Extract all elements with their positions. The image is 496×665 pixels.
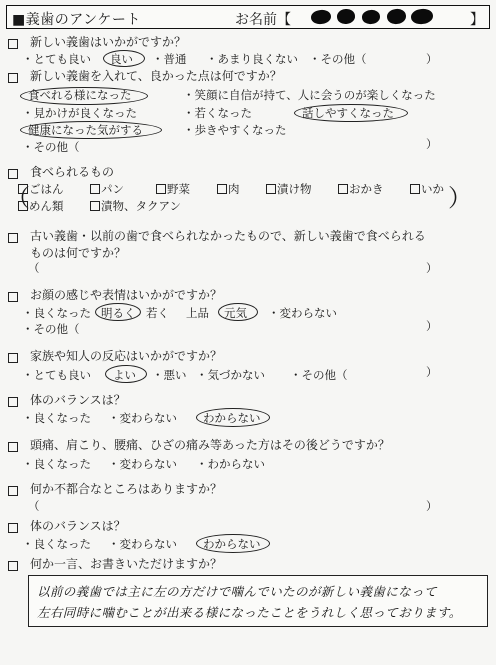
q1-option: ・その他（ <box>309 52 367 66</box>
q2-answer: ・笑顔に自信が持て、人に会うのが楽しくなった <box>183 88 436 102</box>
q10-checkbox[interactable] <box>8 523 18 533</box>
q2-answer: ・歩きやすくなった <box>183 123 287 137</box>
q9-bracket-close: ） <box>426 499 438 513</box>
food-option[interactable]: いか <box>410 183 444 196</box>
q4-bracket-close: ） <box>426 261 438 275</box>
q6-bracket-close: ） <box>426 365 438 379</box>
comment-line-1: 以前の義歯では主に左の方だけで噛んでいたのが新しい義歯になって <box>37 584 437 599</box>
q5-option: ・その他（ <box>22 322 80 336</box>
q7-question: 体のバランスは？ <box>30 393 126 407</box>
q10-option: わからない <box>203 537 261 551</box>
q5-bracket-close: ） <box>426 319 438 333</box>
q11-checkbox[interactable] <box>8 561 18 571</box>
food-checkbox[interactable] <box>338 184 348 194</box>
comment-box[interactable] <box>28 575 488 627</box>
q7-option: ・良くなった <box>22 411 91 425</box>
q5-option: 上品 <box>186 306 209 320</box>
food-checkbox[interactable] <box>90 184 100 194</box>
q2-answer: 健康になった気がする <box>28 123 143 137</box>
q2-answer: ・見かけが良くなった <box>22 106 137 120</box>
food-option[interactable]: おかき <box>338 183 384 196</box>
q3-paren-open: （ <box>6 184 30 212</box>
comment-line-2: 左右同時に噛むことが出来る様になったことをうれしく思っております。 <box>37 605 462 620</box>
q3-paren-close: ） <box>448 184 472 212</box>
q4-question-cont: ものは何ですか？ <box>30 246 127 260</box>
q1-option: ・あまり良くない <box>206 52 298 66</box>
q6-option: ・気づかない <box>196 368 265 382</box>
q8-option: ・変わらない <box>108 457 177 471</box>
q5-option: 若く <box>146 306 169 320</box>
food-checkbox[interactable] <box>18 201 28 211</box>
q1-option: ・普通 <box>152 52 187 66</box>
q6-option: ・とても良い <box>22 368 91 382</box>
q2-answer: ・若くなった <box>183 106 252 120</box>
q9-question: 何か不都合なところはありますか？ <box>30 482 223 496</box>
q2-answer: 食べれる様になった <box>28 88 132 102</box>
q5-option: 元気 <box>224 306 247 320</box>
q3-checkbox[interactable] <box>8 169 18 179</box>
q11-question: 何か一言、お書きいただけますか？ <box>30 557 223 571</box>
header-bar <box>6 5 490 29</box>
q10-option: ・良くなった <box>22 537 91 551</box>
q4-checkbox[interactable] <box>8 233 18 243</box>
name-redaction <box>336 8 355 25</box>
q6-option: よい <box>113 368 136 382</box>
food-option[interactable]: めん類 <box>18 200 64 213</box>
food-option[interactable]: 漬物、タクアン <box>90 200 181 213</box>
name-bracket-close: 】 <box>470 12 484 28</box>
food-option[interactable]: パン <box>90 183 124 196</box>
q1-option: 良い <box>110 52 133 66</box>
q5-question: お顔の感じや表情はいかがですか？ <box>30 288 223 302</box>
q10-option: ・変わらない <box>108 537 177 551</box>
q1-checkbox[interactable] <box>8 39 18 49</box>
q3-question: 食べられるもの <box>30 165 115 179</box>
q5-option: ・変わらない <box>268 306 337 320</box>
name-label: お名前【 <box>235 12 291 28</box>
food-checkbox[interactable] <box>18 184 28 194</box>
food-option[interactable]: 漬け物 <box>266 183 312 196</box>
food-option[interactable]: 肉 <box>217 183 240 196</box>
food-option[interactable]: ごはん <box>18 183 64 196</box>
q9-bracket-open: （ <box>28 499 40 513</box>
q2-question: 新しい義歯を入れて、良かった点は何ですか？ <box>30 69 282 83</box>
food-checkbox[interactable] <box>90 201 100 211</box>
food-option[interactable]: 野菜 <box>156 183 190 196</box>
food-checkbox[interactable] <box>266 184 276 194</box>
q7-option: わからない <box>203 411 261 425</box>
food-checkbox[interactable] <box>217 184 227 194</box>
food-checkbox[interactable] <box>156 184 166 194</box>
q8-checkbox[interactable] <box>8 442 18 452</box>
q9-checkbox[interactable] <box>8 486 18 496</box>
q2-answer: 話しやすくなった <box>302 106 394 120</box>
q2-answer: ・その他（ <box>22 140 80 154</box>
q6-checkbox[interactable] <box>8 353 18 363</box>
q4-bracket-open: （ <box>28 261 40 275</box>
q1-bracket-close: ） <box>426 52 438 66</box>
q8-question: 頭痛、肩こり、腰痛、ひざの痛み等あった方はその後どうですか？ <box>30 438 390 452</box>
name-redaction <box>361 9 380 25</box>
q2-bracket-close: ） <box>426 137 438 151</box>
name-redaction <box>310 9 331 25</box>
q4-question: 古い義歯・以前の歯で食べられなかったもので、新しい義歯で食べられる <box>30 229 426 243</box>
q5-option: ・良くなった <box>22 306 91 320</box>
q1-question: 新しい義歯はいかがですか？ <box>30 35 187 49</box>
q8-option: ・良くなった <box>22 457 91 471</box>
q5-option: 明るく <box>101 306 136 320</box>
q6-option: ・悪い <box>152 368 187 382</box>
q2-checkbox[interactable] <box>8 73 18 83</box>
q7-option: ・変わらない <box>108 411 177 425</box>
questionnaire-title: ■義歯のアンケート <box>12 12 141 28</box>
name-redaction <box>386 8 406 25</box>
q10-question: 体のバランスは？ <box>30 519 126 533</box>
q1-option: ・とても良い <box>22 52 91 66</box>
q7-checkbox[interactable] <box>8 397 18 407</box>
q6-question: 家族や知人の反応はいかがですか？ <box>30 349 223 363</box>
food-checkbox[interactable] <box>410 184 420 194</box>
q5-checkbox[interactable] <box>8 292 18 302</box>
name-redaction <box>410 8 433 25</box>
q8-option: ・わからない <box>196 457 265 471</box>
q6-option: ・その他（ <box>290 368 348 382</box>
